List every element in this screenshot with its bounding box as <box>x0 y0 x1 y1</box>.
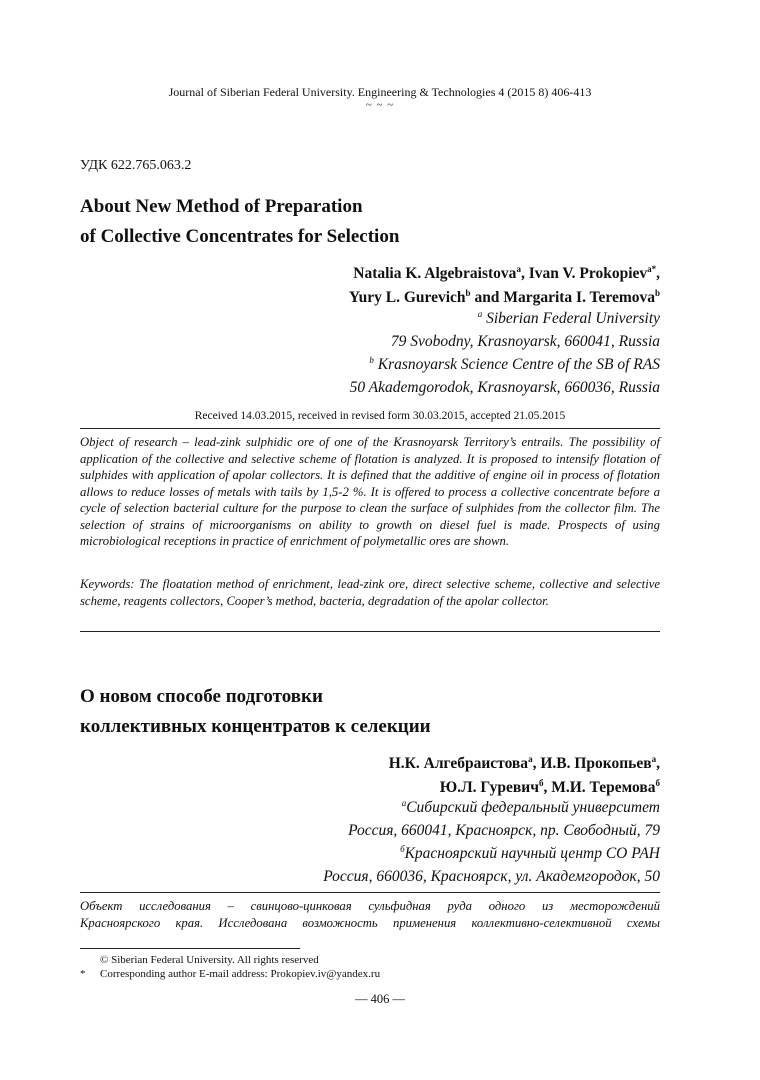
affiliation-sup: b <box>369 354 374 365</box>
author-separator: and <box>470 289 504 306</box>
author-name: М.И. Теремова <box>551 779 656 796</box>
abstract-line: Красноярского края. Исследована возможность применения коллективно-селективной схемы <box>80 916 660 930</box>
footnotes <box>80 953 380 981</box>
author-name: Н.К. Алгебраистова <box>388 755 529 772</box>
affiliation-sup: б <box>400 843 405 854</box>
title-line: About New Method of Preparation <box>80 196 363 217</box>
header-separator: ~ ~ ~ <box>365 99 395 111</box>
udk-code: УДК 622.765.063.2 <box>80 158 192 173</box>
author-sup: а <box>528 753 533 764</box>
affiliation-line <box>323 796 660 819</box>
authors-line <box>389 752 660 776</box>
affiliation-line <box>350 307 660 330</box>
author-separator: , <box>532 755 541 772</box>
page-number: — 406 — <box>355 992 405 1006</box>
author-separator: , <box>656 755 660 772</box>
affiliation-sup: a <box>477 308 483 319</box>
copyright-text: © Siberian Federal University. All rights reserved <box>100 954 319 966</box>
footnote-star: * <box>80 968 86 980</box>
divider <box>80 428 660 429</box>
divider <box>80 892 660 893</box>
author-separator: , <box>656 265 660 282</box>
affiliation-line: Россия, 660036, Красноярск, ул. Академгородок, 50 <box>323 868 660 885</box>
author-sup: б <box>655 777 660 788</box>
author-sup: b <box>654 287 660 298</box>
affiliation-line: Россия, 660041, Красноярск, пр. Свободный, 79 <box>348 822 660 839</box>
author-sup: a* <box>647 263 657 274</box>
author-name: Natalia K. Algebraistova <box>353 265 517 282</box>
author-separator: , <box>543 779 552 796</box>
abstract-en: Object of research – lead-zink sulphidic ore of one of the Krasnoyarsk Territory’s entrails. The possibility of application of the collective and selective scheme of flotation is analyzed. It is proposed to intensify flotation of sulphides with application of apolar collectors. It is defined that the additive of engine oil in process of flotation allows to reduce losses of metals with tails by 1,5-2 %. It is offered to process a collective concentrate before a cycle of selection bacterial culture for the purpose to clean the surface of sulphides from the collector film. The selection of strains of microorganisms on ability to growth on diesel fuel is made. Prospects of using microbiological receptions in practice of enrichment of polymetallic ores are shown. <box>80 435 660 548</box>
author-name: И.В. Прокопьев <box>540 755 652 772</box>
author-sup: а <box>651 753 657 764</box>
footnote-divider <box>80 948 300 949</box>
affiliation-text: Krasnoyarsk Science Centre of the SB of RAS <box>373 356 660 373</box>
author-sup: б <box>538 777 544 788</box>
title-line: коллективных концентратов к селекции <box>80 716 431 737</box>
affiliations-en <box>350 307 660 399</box>
authors-ru <box>389 752 660 800</box>
divider <box>80 631 660 632</box>
article-title-en <box>80 192 399 252</box>
affiliation-line: 50 Akademgorodok, Krasnoyarsk, 660036, Russia <box>349 379 660 396</box>
title-line: О новом способе подготовки <box>80 686 323 707</box>
authors-line <box>349 262 660 286</box>
affiliations-ru <box>323 796 660 888</box>
author-sup: a <box>516 263 521 274</box>
title-line: of Collective Concentrates for Selection <box>80 226 400 247</box>
affiliation-line: 79 Svobodny, Krasnoyarsk, 660041, Russia <box>390 333 660 350</box>
affiliation-line <box>350 353 660 376</box>
journal-header: Journal of Siberian Federal University. Engineering & Technologies 4 (2015 8) 406-413 <box>168 85 592 99</box>
author-separator: , <box>520 265 529 282</box>
affiliation-text: Siberian Federal University <box>482 310 660 327</box>
authors-en <box>349 262 660 310</box>
footnote-copyright <box>80 953 380 967</box>
author-name: Ю.Л. Гуревич <box>439 779 539 796</box>
article-title-ru <box>80 682 431 742</box>
author-name: Yury L. Gurevich <box>348 289 466 306</box>
affiliation-line <box>323 842 660 865</box>
footnote-corresponding <box>80 967 380 981</box>
keywords-en: Keywords: The floatation method of enrichment, lead-zink ore, direct selective scheme, collective and selective scheme, reagents collectors, Cooper’s method, bacteria, degradation of the apolar collector. <box>80 577 660 608</box>
author-sup: b <box>465 287 471 298</box>
corresponding-text: Corresponding author E-mail address: Prokopiev.iv@yandex.ru <box>100 968 381 980</box>
affiliation-text: Красноярский научный центр СО РАН <box>404 845 660 862</box>
abstract-ru <box>80 898 660 932</box>
affiliation-text: Сибирский федеральный университет <box>406 799 660 816</box>
received-dates: Received 14.03.2015, received in revised form 30.03.2015, accepted 21.05.2015 <box>194 410 566 422</box>
author-name: Ivan V. Prokopiev <box>528 265 648 282</box>
abstract-line: Объект исследования – свинцово-цинковая сульфидная руда одного из месторождений <box>80 899 660 913</box>
author-name: Margarita I. Teremova <box>503 289 655 306</box>
affiliation-sup: а <box>401 797 407 808</box>
